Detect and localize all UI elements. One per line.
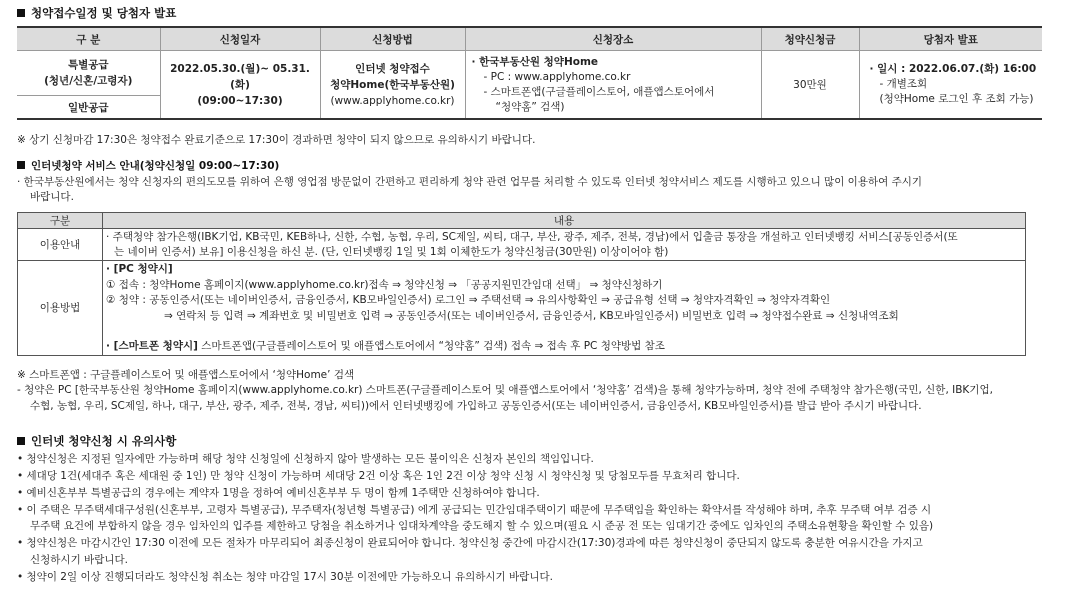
announce-line: - 개별조회 [879, 78, 928, 90]
col-header: 신청일자 [160, 27, 320, 51]
method-cell [320, 51, 465, 120]
content-line: · 주택청약 참가은행(IBK기업, KB국민, KEB하나, 신한, 수협, 농협, 우리, SC제일, 씨티, 대구, 부산, 광주, 제주, 전북, 경남)에서 입출금 통장을 개설하고 인터넷뱅킹 서비스[공동인증서(또 [106, 231, 958, 243]
pc-step: ⇒ 연락처 등 입력 ⇒ 계좌번호 및 비밀번호 입력 ⇒ 공동인증서(또는 네이버인증서, 금융인증서, KB모바일인증서) 비밀번호 입력 ⇒ 청약접수완료 ⇒ 신청내역조회 [164, 309, 899, 322]
internet-service-table [17, 212, 1026, 356]
table-row [18, 261, 1026, 356]
method-url: (www.applyhome.co.kr) [330, 94, 455, 107]
mobile-title: · [스마트폰 청약시] [106, 340, 198, 352]
col-header: 신청방법 [320, 27, 465, 51]
mobile-line [106, 339, 1025, 355]
col-header: 구 분 [17, 27, 160, 51]
method-line: 인터넷 청약접수 [355, 62, 430, 75]
place-line: - 스마트폰앱(구글플레이스토어, 애플앱스토어에서 [483, 85, 715, 98]
special-supply-cell [17, 51, 160, 96]
special-supply-label: 특별공급 [67, 59, 109, 71]
note-text: ※ 상기 신청마감 17:30은 청약접수 완료기준으로 17:30이 경과하면 청약이 되지 않으므로 유의하시기 바랍니다. [17, 134, 536, 146]
table-row [18, 229, 1026, 261]
table-header-row [18, 213, 1026, 229]
note-text: - 청약은 PC [한국부동산원 청약Home 홈페이지(www.applyhome.co.kr) 스마트폰(구글플레이스토어 및 애플앱스토어에서 ‘청약홈’ 검색)을 통해 청약가능하며, 청약 전에 주택청약 참가은행(국민, 신한, IBK기업, [17, 384, 993, 396]
square-bullet-icon [17, 437, 25, 445]
announce-line: · 일시 : 2022.06.07.(화) 16:00 [869, 63, 1037, 75]
announce-line: (청약Home 로그인 후 조회 가능) [879, 93, 1034, 105]
pc-step: ② 청약 : 공동인증서(또는 네이버인증서, 금융인증서, KB모바일인증서) 로그인 ⇒ 주택선택 ⇒ 유의사항확인 ⇒ 공급유형 선택 ⇒ 청약자격확인 ⇒ 청약자격확인 [106, 294, 831, 306]
list-item: • 이 주택은 무주택세대구성원(신혼부부, 고령자 특별공급), 무주택자(청년형 특별공급) 에게 공급되는 민간임대주택이기 때문에 무주택임을 확인하는 확약서를 작성해야 하며, 추후 무주택 여부 검증 시 [17, 504, 932, 516]
mobile-text: 스마트폰앱(구글플레이스토어 및 애플앱스토어에서 “청약홈” 검색) 접속 ⇒ 접속 후 PC 청약방법 참조 [197, 340, 665, 352]
list-item: • 세대당 1건(세대주 혹은 세대원 중 1인) 만 청약 신청이 가능하며 세대당 2건 이상 혹은 1인 2건 이상 청약 신청 시 청약신청 및 당첨모두를 무효처리 합니다. [17, 470, 740, 482]
col-header: 내용 [103, 213, 1026, 229]
section-title-text: 인터넷청약 서비스 안내(청약신청일 09:00~17:30) [31, 160, 280, 172]
date-line: 2022.05.30.(월)~ 05.31.(화) [170, 62, 310, 91]
general-supply-cell: 일반공급 [67, 101, 109, 114]
list-item: • 예비신혼부부 특별공급의 경우에는 계약자 1명을 정하여 예비신혼부부 두 명이 함께 1주택만 신청하여야 합니다. [17, 487, 540, 499]
schedule-table [17, 26, 1042, 120]
table-row [17, 51, 1042, 96]
time-line: (09:00~17:30) [197, 94, 283, 107]
list-item: • 청약신청은 마감시간인 17:30 이전에 모든 절차가 마무리되어 최종신청이 완료되어야 합니다. 청약신청 중간에 마감시간(17:30)경과에 따른 청약신청이 중단되지 않도록 충분한 여유시간을 가지고 [17, 537, 923, 549]
intro-text: 바랍니다. [30, 191, 74, 203]
section-title-schedule [17, 5, 176, 21]
method-line: 청약Home(한국부동산원) [330, 78, 455, 91]
place-line: - PC : www.applyhome.co.kr [483, 70, 631, 83]
table-header-row [17, 27, 1042, 51]
row-content [103, 261, 1026, 356]
section-title-text: 인터넷 청약신청 시 유의사항 [31, 434, 177, 448]
intro-text: · 한국부동산원에서는 청약 신청자의 편의도모를 위하여 은행 영업점 방문없이 간편하고 편리하게 청약 관련 업무를 처리할 수 있도록 인터넷 청약서비스 제도를 시행하고 있으니 많이 이용하여 주시기 [17, 176, 923, 188]
note-text: 수협, 농협, 우리, SC제일, 하나, 대구, 부산, 광주, 제주, 전북, 경남, 씨티))에서 인터넷뱅킹에 가입하고 공동인증서(또는 네이버인증서, 금융인증서, KB모바일인증서)를 발급 받아 주시기 바랍니다. [30, 400, 922, 412]
list-item: 무주택 요건에 부합하지 않을 경우 임차인의 입주를 제한하고 당첨을 취소하거나 임대차계약을 중도해지 할 수 있으며(필요 시 준공 전 또는 임대기간 중에도 임차인의 주택소유현황을 확인할 수 있음) [30, 520, 934, 532]
place-cell [465, 51, 761, 120]
col-header: 구분 [18, 213, 103, 229]
list-item: • 청약신청은 지정된 일자에만 가능하며 해당 청약 신청일에 신청하지 않아 발생하는 모든 불이익은 신청자 본인의 책임입니다. [17, 453, 594, 465]
pc-title: · [PC 청약시] [106, 263, 173, 275]
col-header: 청약신청금 [761, 27, 859, 51]
place-line: · 한국부동산원 청약Home [471, 55, 599, 68]
pc-step: ① 접속 : 청약Home 홈페이지(www.applyhome.co.kr)접속 ⇒ 청약신청 ⇒ 「공공지원민간임대 선택」 ⇒ 청약신청하기 [106, 278, 663, 291]
content-line: 는 네이버 인증서) 보유] 이용신청을 하신 분. (단, 인터넷뱅킹 1일 및 1회 이체한도가 청약신청금(30만원) 이상이어야 함) [114, 246, 669, 258]
section-title-caution [17, 433, 176, 449]
section-title-text: 청약접수일정 및 당첨자 발표 [31, 6, 177, 20]
list-item: 신청하시기 바랍니다. [30, 554, 128, 566]
deposit-cell: 30만원 [761, 51, 859, 120]
row-label: 이용방법 [18, 261, 103, 356]
list-item: • 청약이 2일 이상 진행되더라도 청약신청 취소는 청약 마감일 17시 30분 이전에만 가능하오니 유의하시기 바랍니다. [17, 571, 553, 583]
note-text: ※ 스마트폰앱 : 구글플레이스토어 및 애플앱스토어에서 ‘청약Home’ 검색 [17, 369, 355, 381]
square-bullet-icon [17, 161, 25, 169]
col-header: 당첨자 발표 [859, 27, 1042, 51]
section-title-internet [17, 158, 279, 173]
square-bullet-icon [17, 9, 25, 17]
row-content [103, 229, 1026, 261]
place-line: “청약홈” 검색) [495, 100, 565, 113]
col-header: 신청장소 [465, 27, 761, 51]
announce-cell [859, 51, 1042, 120]
date-cell [160, 51, 320, 120]
special-supply-sub: (청년/신혼/고령자) [44, 75, 133, 87]
row-label: 이용안내 [18, 229, 103, 261]
